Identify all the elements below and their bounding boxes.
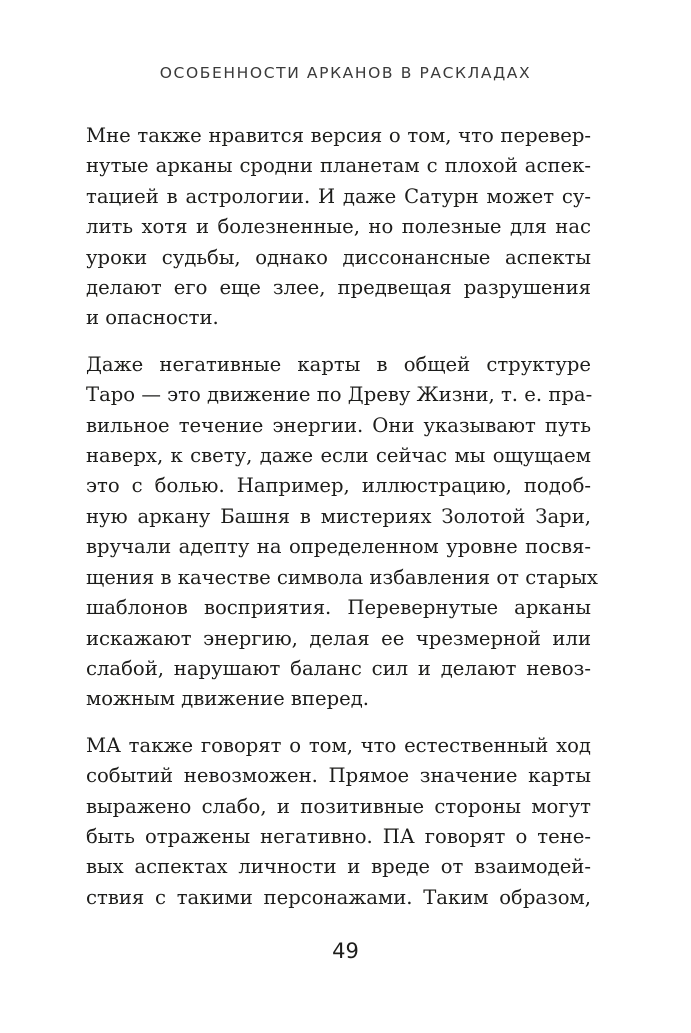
text-line: событий невозможен. Прямое значение карты: [86, 764, 591, 788]
paragraph-2: [86, 350, 598, 715]
text-line: лить хотя и болезненные, но полезные для нас: [86, 215, 591, 239]
text-line: искажают энергию, делая ее чрезмерной или: [86, 626, 591, 650]
text-line: слабой, нарушают баланс сил и делают невоз-: [86, 656, 591, 680]
text-line: Даже негативные карты в общей структуре: [86, 352, 591, 376]
body-text: [86, 121, 598, 929]
text-line: тацией в астрологии. И даже Сатурн может су-: [86, 184, 591, 208]
text-line: вильное течение энергии. Они указывают путь: [86, 413, 591, 437]
text-line: шаблонов восприятия. Перевернутые арканы: [86, 596, 591, 620]
text-line: уроки судьбы, однако диссонансные аспекты: [86, 245, 591, 269]
text-line: Таро — это движение по Древу Жизни, т. е. пра-: [86, 383, 593, 407]
text-line: Мне также нравится версия о том, что перевер-: [86, 124, 591, 147]
text-line: МА также говорят о том, что естественный ход: [86, 733, 591, 757]
text-line: вручали адепту на определенном уровне посвя-: [86, 535, 591, 559]
text-line: ствия с такими персонажами. Таким образом,: [86, 885, 591, 909]
text-line: выражено слабо, и позитивные стороны могут: [86, 794, 591, 818]
text-line: щения в качестве символа избавления от старых: [86, 565, 598, 589]
text-line: нутые арканы сродни планетам с плохой аспек-: [86, 154, 591, 178]
text-line: делают его еще злее, предвещая разрушения: [86, 276, 591, 300]
text-line: наверх, к свету, даже если сейчас мы ощущаем: [86, 444, 591, 468]
text-line: это с болью. Например, иллюстрацию, подоб-: [86, 474, 591, 498]
text-line: вых аспектах личности и вреде от взаимодей-: [86, 855, 591, 879]
paragraph-3: [86, 731, 591, 913]
text-line: быть отражены негативно. ПА говорят о тене-: [86, 824, 591, 848]
text-line: и опасности.: [86, 306, 219, 330]
text-line: ную аркану Башня в мистериях Золотой Зари,: [86, 504, 591, 528]
paragraph-1: [86, 121, 591, 334]
text-line: можным движение вперед.: [86, 687, 370, 711]
running-head: ОСОБЕННОСТИ АРКАНОВ В РАСКЛАДАХ: [159, 64, 532, 82]
page-number: 49: [332, 939, 359, 963]
